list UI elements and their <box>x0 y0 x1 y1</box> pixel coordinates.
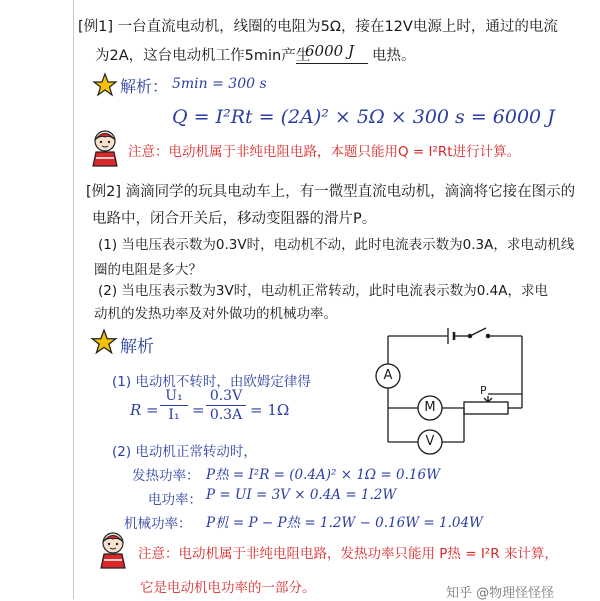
solution1-equals: = <box>192 401 205 419</box>
mechanical-power-label: 机械功率： <box>124 516 192 532</box>
mechanical-power-equation: P机 = P − P热 = 1.2W − 0.16W = 1.04W <box>206 515 483 531</box>
fraction-denominator: I₁ <box>168 407 180 423</box>
ammeter-label: A <box>383 368 393 383</box>
example2-line2: 电路中，闭合开关后，移动变阻器的滑片P。 <box>92 211 377 227</box>
example1-line1: [例1] 一台直流电动机，线圈的电阻为5Ω，接在12V电源上时，通过的电流 <box>78 19 558 35</box>
example2-line1: [例2] 滴滴同学的玩具电动车上，有一微型直流电动机，滴滴将它接在图示的 <box>86 184 576 200</box>
solution2-title: (2) 电动机正常转动时， <box>112 444 257 460</box>
example2-q1-line2: 圈的电阻是多大？ <box>94 262 202 278</box>
example1-note: 注意：电动机属于非纯电阻电路，本题只能用Q = I²Rt进行计算。 <box>128 144 521 160</box>
fraction-numerator: 0.3V <box>209 388 243 404</box>
fraction-u1-i1 <box>160 388 188 423</box>
fraction-numerator: U₁ <box>165 388 183 404</box>
margin-line <box>73 0 74 599</box>
electric-power-label: 电功率： <box>148 492 202 508</box>
fraction-values <box>206 388 246 423</box>
example1-time-conversion: 5min = 300 s <box>172 76 267 92</box>
example1-answer: 6000 J <box>305 42 354 60</box>
heat-power-label: 发热功率： <box>132 468 200 484</box>
example2-solution-label: 解析 <box>120 337 154 357</box>
star-icon <box>92 72 118 98</box>
star-icon <box>90 328 118 356</box>
example2-q2-line1: (2) 当电压表示数为3V时，电动机正常转动，此时电流表示数为0.4A，求电 <box>98 283 548 299</box>
solution1-r: R = <box>130 401 159 419</box>
example2-q1-line1: (1) 当电压表示数为0.3V时，电动机不动，此时电流表示数为0.3A，求电动机线 <box>98 237 575 253</box>
example2-note-line1: 注意：电动机属于非纯电阻电路，发热功率只能用 P热 = I²R 来计算， <box>138 546 558 562</box>
answer-underline <box>296 63 368 64</box>
solution1-title: (1) 电动机不转时，由欧姆定律得 <box>112 374 311 390</box>
example1-equation: Q = I²Rt = (2A)² × 5Ω × 300 s = 6000 J <box>172 106 555 128</box>
circuit-diagram <box>360 318 540 468</box>
solution1-result: = 1Ω <box>250 401 290 419</box>
example2-q2-line2: 动机的发热功率及对外做功的机械功率。 <box>94 306 337 322</box>
girl-avatar-icon <box>88 128 122 168</box>
girl-avatar-icon <box>96 530 130 570</box>
heat-power-equation: P热 = I²R = (0.4A)² × 1Ω = 0.16W <box>206 467 440 483</box>
fraction-denominator: 0.3A <box>209 407 243 423</box>
voltmeter-label: V <box>425 434 435 449</box>
example1-solution-label: 解析： <box>120 77 169 96</box>
example2-note-line2: 它是电动机电功率的一部分。 <box>140 580 316 596</box>
motor-label: M <box>424 400 436 415</box>
watermark: 知乎 @物理怪怪怪 <box>446 586 555 601</box>
example1-line2-post: 电热。 <box>372 48 416 64</box>
example1-line2-pre: 为2A，这台电动机工作5min产生 <box>95 48 311 64</box>
electric-power-equation: P = UI = 3V × 0.4A = 1.2W <box>206 487 397 503</box>
slider-label: P <box>480 384 487 397</box>
